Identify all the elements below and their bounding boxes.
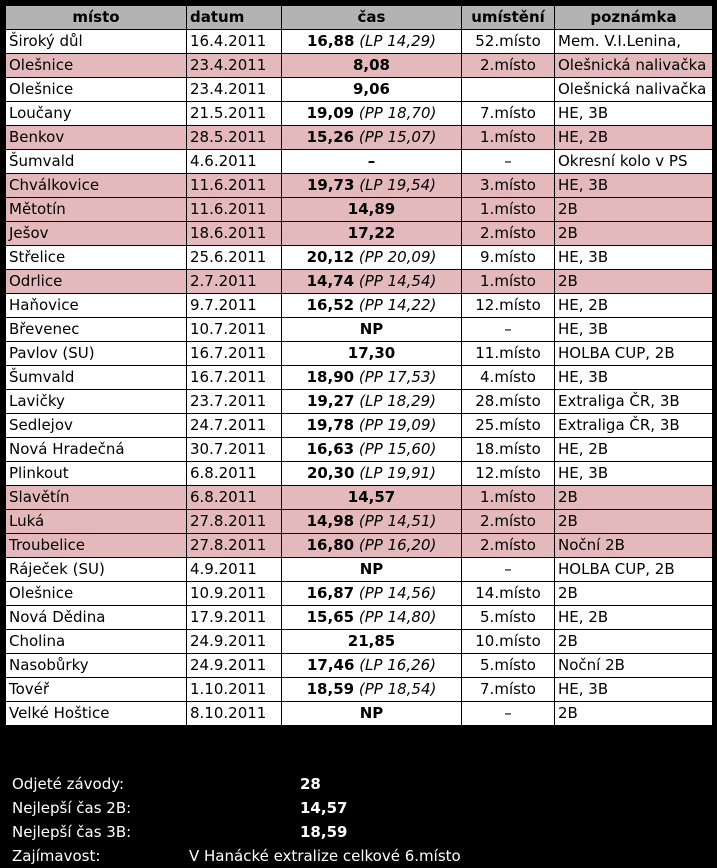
time-split: (PP 19,09) [358, 416, 437, 434]
time-value: NP [359, 704, 384, 722]
cell-time [282, 102, 462, 126]
table-row [6, 678, 713, 702]
table-header-row [6, 6, 713, 30]
cell-place: Benkov [6, 126, 187, 150]
cell-date: 24.9.2011 [187, 630, 282, 654]
cell-time [282, 198, 462, 222]
cell-place: Chválkovice [6, 174, 187, 198]
summary-label: Odjeté závody: [12, 775, 125, 793]
cell-note: HE, 3B [555, 174, 713, 198]
summary-value: 28 [300, 775, 321, 793]
cell-place: Mětotín [6, 198, 187, 222]
cell-time [282, 318, 462, 342]
cell-date: 24.7.2011 [187, 414, 282, 438]
cell-note: HE, 2B [555, 294, 713, 318]
table-row [6, 606, 713, 630]
cell-place: Tovéř [6, 678, 187, 702]
cell-rank: 1.místo [462, 486, 555, 510]
table-row [6, 198, 713, 222]
cell-rank: 2.místo [462, 534, 555, 558]
cell-time [282, 606, 462, 630]
cell-place: Olešnice [6, 78, 187, 102]
summary-label: Nejlepší čas 2B: [12, 799, 132, 817]
cell-rank: 10.místo [462, 630, 555, 654]
table-row [6, 126, 713, 150]
time-value: 19,27 [306, 392, 355, 410]
time-split: (PP 18,70) [358, 104, 437, 122]
table-row [6, 582, 713, 606]
cell-time [282, 510, 462, 534]
cell-rank: 28.místo [462, 390, 555, 414]
cell-rank: 9.místo [462, 246, 555, 270]
cell-place: Nasobůrky [6, 654, 187, 678]
time-split: (LP 14,29) [359, 32, 437, 50]
time-value: NP [359, 320, 384, 338]
time-split: (PP 15,07) [358, 128, 437, 146]
cell-time [282, 30, 462, 54]
table-row [6, 222, 713, 246]
cell-date: 23.7.2011 [187, 390, 282, 414]
table-row [6, 174, 713, 198]
time-split: (PP 14,80) [358, 608, 437, 626]
cell-time [282, 462, 462, 486]
cell-rank: 11.místo [462, 342, 555, 366]
cell-rank: 2.místo [462, 510, 555, 534]
table-row [6, 534, 713, 558]
cell-time [282, 414, 462, 438]
cell-place: Slavětín [6, 486, 187, 510]
table-row [6, 438, 713, 462]
cell-rank: 3.místo [462, 174, 555, 198]
time-value: 16,87 [306, 584, 355, 602]
table-row [6, 390, 713, 414]
time-split: (PP 17,53) [358, 368, 437, 386]
cell-time [282, 150, 462, 174]
cell-date: 6.8.2011 [187, 462, 282, 486]
cell-place: Luká [6, 510, 187, 534]
cell-rank: 1.místo [462, 198, 555, 222]
cell-date: 10.7.2011 [187, 318, 282, 342]
cell-time [282, 678, 462, 702]
cell-rank: 25.místo [462, 414, 555, 438]
cell-note: HE, 2B [555, 126, 713, 150]
cell-time [282, 270, 462, 294]
cell-time [282, 486, 462, 510]
cell-rank: – [462, 318, 555, 342]
cell-rank: – [462, 150, 555, 174]
summary-label: Nejlepší čas 3B: [12, 823, 132, 841]
cell-note: HOLBA CUP, 2B [555, 558, 713, 582]
cell-note: HE, 3B [555, 366, 713, 390]
cell-note: HE, 3B [555, 462, 713, 486]
cell-place: Haňovice [6, 294, 187, 318]
time-value: 17,30 [347, 344, 396, 362]
cell-date: 25.6.2011 [187, 246, 282, 270]
cell-rank: 14.místo [462, 582, 555, 606]
cell-place: Nová Dědina [6, 606, 187, 630]
summary-value: 14,57 [300, 799, 348, 817]
cell-place: Šumvald [6, 150, 187, 174]
cell-time [282, 246, 462, 270]
cell-date: 1.10.2011 [187, 678, 282, 702]
cell-date: 10.9.2011 [187, 582, 282, 606]
cell-note: Olešnická nalivačka [555, 54, 713, 78]
cell-place: Široký důl [6, 30, 187, 54]
time-split: (PP 18,54) [358, 680, 437, 698]
cell-note: Noční 2B [555, 654, 713, 678]
time-value: NP [359, 560, 384, 578]
time-value: 15,65 [306, 608, 355, 626]
time-value: 16,52 [306, 296, 355, 314]
table-row [6, 246, 713, 270]
time-split: (PP 20,09) [358, 248, 437, 266]
header-place: místo [6, 6, 187, 30]
cell-place: Plinkout [6, 462, 187, 486]
time-value: 18,90 [306, 368, 355, 386]
cell-time [282, 390, 462, 414]
time-value: 19,73 [306, 176, 355, 194]
table-row [6, 150, 713, 174]
cell-rank: 4.místo [462, 366, 555, 390]
cell-note: 2B [555, 198, 713, 222]
header-date: datum [187, 6, 282, 30]
time-split: (PP 16,20) [358, 536, 437, 554]
cell-time [282, 126, 462, 150]
cell-date: 24.9.2011 [187, 654, 282, 678]
time-split: (PP 15,60) [358, 440, 437, 458]
cell-rank: 18.místo [462, 438, 555, 462]
cell-place: Velké Hoštice [6, 702, 187, 726]
table-row [6, 54, 713, 78]
cell-note: HOLBA CUP, 2B [555, 342, 713, 366]
cell-note: Mem. V.I.Lenina, [555, 30, 713, 54]
cell-place: Pavlov (SU) [6, 342, 187, 366]
cell-note: HE, 2B [555, 606, 713, 630]
header-note: poznámka [555, 6, 713, 30]
table-row [6, 366, 713, 390]
cell-note: HE, 3B [555, 246, 713, 270]
table-row [6, 486, 713, 510]
cell-rank: 12.místo [462, 294, 555, 318]
cell-date: 23.4.2011 [187, 78, 282, 102]
cell-date: 8.10.2011 [187, 702, 282, 726]
cell-place: Nová Hradečná [6, 438, 187, 462]
table-row [6, 78, 713, 102]
cell-note: 2B [555, 486, 713, 510]
cell-rank: 7.místo [462, 102, 555, 126]
time-value: 14,57 [347, 488, 396, 506]
table-row [6, 30, 713, 54]
table-row [6, 318, 713, 342]
cell-rank: – [462, 702, 555, 726]
cell-note: Okresní kolo v PS [555, 150, 713, 174]
cell-time [282, 54, 462, 78]
cell-note: HE, 3B [555, 678, 713, 702]
cell-rank: – [462, 558, 555, 582]
cell-date: 9.7.2011 [187, 294, 282, 318]
table-row [6, 462, 713, 486]
cell-place: Olešnice [6, 582, 187, 606]
cell-time [282, 174, 462, 198]
time-value: 20,12 [306, 248, 355, 266]
cell-date: 2.7.2011 [187, 270, 282, 294]
cell-place: Cholina [6, 630, 187, 654]
time-value: 16,63 [306, 440, 355, 458]
cell-date: 11.6.2011 [187, 174, 282, 198]
cell-date: 21.5.2011 [187, 102, 282, 126]
cell-date: 4.6.2011 [187, 150, 282, 174]
table-row [6, 558, 713, 582]
time-value: 19,78 [306, 416, 355, 434]
time-split: (PP 14,54) [358, 272, 437, 290]
cell-date: 4.9.2011 [187, 558, 282, 582]
cell-note: Extraliga ČR, 3B [555, 390, 713, 414]
cell-rank: 2.místo [462, 222, 555, 246]
table-row [6, 630, 713, 654]
header-time: čas [282, 6, 462, 30]
time-split: (LP 19,91) [359, 464, 437, 482]
cell-time [282, 630, 462, 654]
table-row [6, 702, 713, 726]
time-value: 14,89 [347, 200, 396, 218]
header-rank: umístění [462, 6, 555, 30]
table-row [6, 102, 713, 126]
time-value: 19,09 [306, 104, 355, 122]
cell-time [282, 558, 462, 582]
cell-note: 2B [555, 582, 713, 606]
time-split: (PP 14,22) [358, 296, 437, 314]
table-row [6, 270, 713, 294]
cell-place: Olešnice [6, 54, 187, 78]
cell-rank: 7.místo [462, 678, 555, 702]
time-value: 16,80 [306, 536, 355, 554]
cell-rank: 1.místo [462, 270, 555, 294]
cell-time [282, 78, 462, 102]
cell-time [282, 222, 462, 246]
cell-rank: 5.místo [462, 606, 555, 630]
cell-date: 23.4.2011 [187, 54, 282, 78]
cell-time [282, 582, 462, 606]
cell-note: HE, 2B [555, 438, 713, 462]
cell-note: HE, 3B [555, 318, 713, 342]
time-value: 17,22 [347, 224, 396, 242]
cell-note: Extraliga ČR, 3B [555, 414, 713, 438]
time-value: 18,59 [306, 680, 355, 698]
time-split: (PP 14,56) [358, 584, 437, 602]
cell-date: 16.4.2011 [187, 30, 282, 54]
cell-place: Troubelice [6, 534, 187, 558]
cell-place: Šumvald [6, 366, 187, 390]
cell-note: 2B [555, 270, 713, 294]
time-value: 9,06 [352, 80, 390, 98]
cell-rank: 52.místo [462, 30, 555, 54]
cell-date: 30.7.2011 [187, 438, 282, 462]
cell-date: 27.8.2011 [187, 534, 282, 558]
cell-time [282, 702, 462, 726]
cell-place: Lavičky [6, 390, 187, 414]
cell-note: 2B [555, 222, 713, 246]
time-split: (LP 18,29) [359, 392, 437, 410]
cell-date: 11.6.2011 [187, 198, 282, 222]
table-row [6, 414, 713, 438]
cell-date: 16.7.2011 [187, 366, 282, 390]
time-value: 14,98 [306, 512, 355, 530]
summary-label: Zajímavost: [12, 847, 101, 865]
cell-date: 17.9.2011 [187, 606, 282, 630]
time-value: – [367, 152, 376, 170]
time-value: 21,85 [347, 632, 396, 650]
time-value: 16,88 [306, 32, 355, 50]
cell-rank [462, 78, 555, 102]
time-value: 8,08 [352, 56, 390, 74]
cell-note: HE, 3B [555, 102, 713, 126]
table-row [6, 294, 713, 318]
cell-place: Odrlice [6, 270, 187, 294]
time-split: (LP 16,26) [359, 656, 437, 674]
cell-place: Loučany [6, 102, 187, 126]
table-row [6, 654, 713, 678]
cell-date: 18.6.2011 [187, 222, 282, 246]
cell-date: 27.8.2011 [187, 510, 282, 534]
results-body [6, 30, 713, 726]
results-table [5, 5, 713, 726]
cell-place: Střelice [6, 246, 187, 270]
cell-date: 6.8.2011 [187, 486, 282, 510]
cell-note: Noční 2B [555, 534, 713, 558]
time-split: (PP 14,51) [358, 512, 437, 530]
time-value: 15,26 [306, 128, 355, 146]
cell-time [282, 438, 462, 462]
cell-place: Ješov [6, 222, 187, 246]
cell-place: Ráječek (SU) [6, 558, 187, 582]
cell-note: 2B [555, 510, 713, 534]
time-value: 17,46 [306, 656, 355, 674]
table-row [6, 510, 713, 534]
cell-time [282, 294, 462, 318]
cell-place: Sedlejov [6, 414, 187, 438]
summary-value: V Hanácké extralize celkové 6.místo [189, 847, 461, 865]
time-value: 20,30 [306, 464, 355, 482]
table-row [6, 342, 713, 366]
cell-time [282, 366, 462, 390]
cell-time [282, 654, 462, 678]
cell-note: 2B [555, 630, 713, 654]
cell-rank: 2.místo [462, 54, 555, 78]
time-split: (LP 19,54) [359, 176, 437, 194]
cell-time [282, 534, 462, 558]
time-value: 14,74 [306, 272, 355, 290]
cell-rank: 12.místo [462, 462, 555, 486]
cell-time [282, 342, 462, 366]
cell-note: Olešnická nalivačka [555, 78, 713, 102]
summary-value: 18,59 [300, 823, 348, 841]
cell-date: 28.5.2011 [187, 126, 282, 150]
cell-place: Břevenec [6, 318, 187, 342]
cell-rank: 1.místo [462, 126, 555, 150]
cell-rank: 5.místo [462, 654, 555, 678]
cell-note: 2B [555, 702, 713, 726]
cell-date: 16.7.2011 [187, 342, 282, 366]
